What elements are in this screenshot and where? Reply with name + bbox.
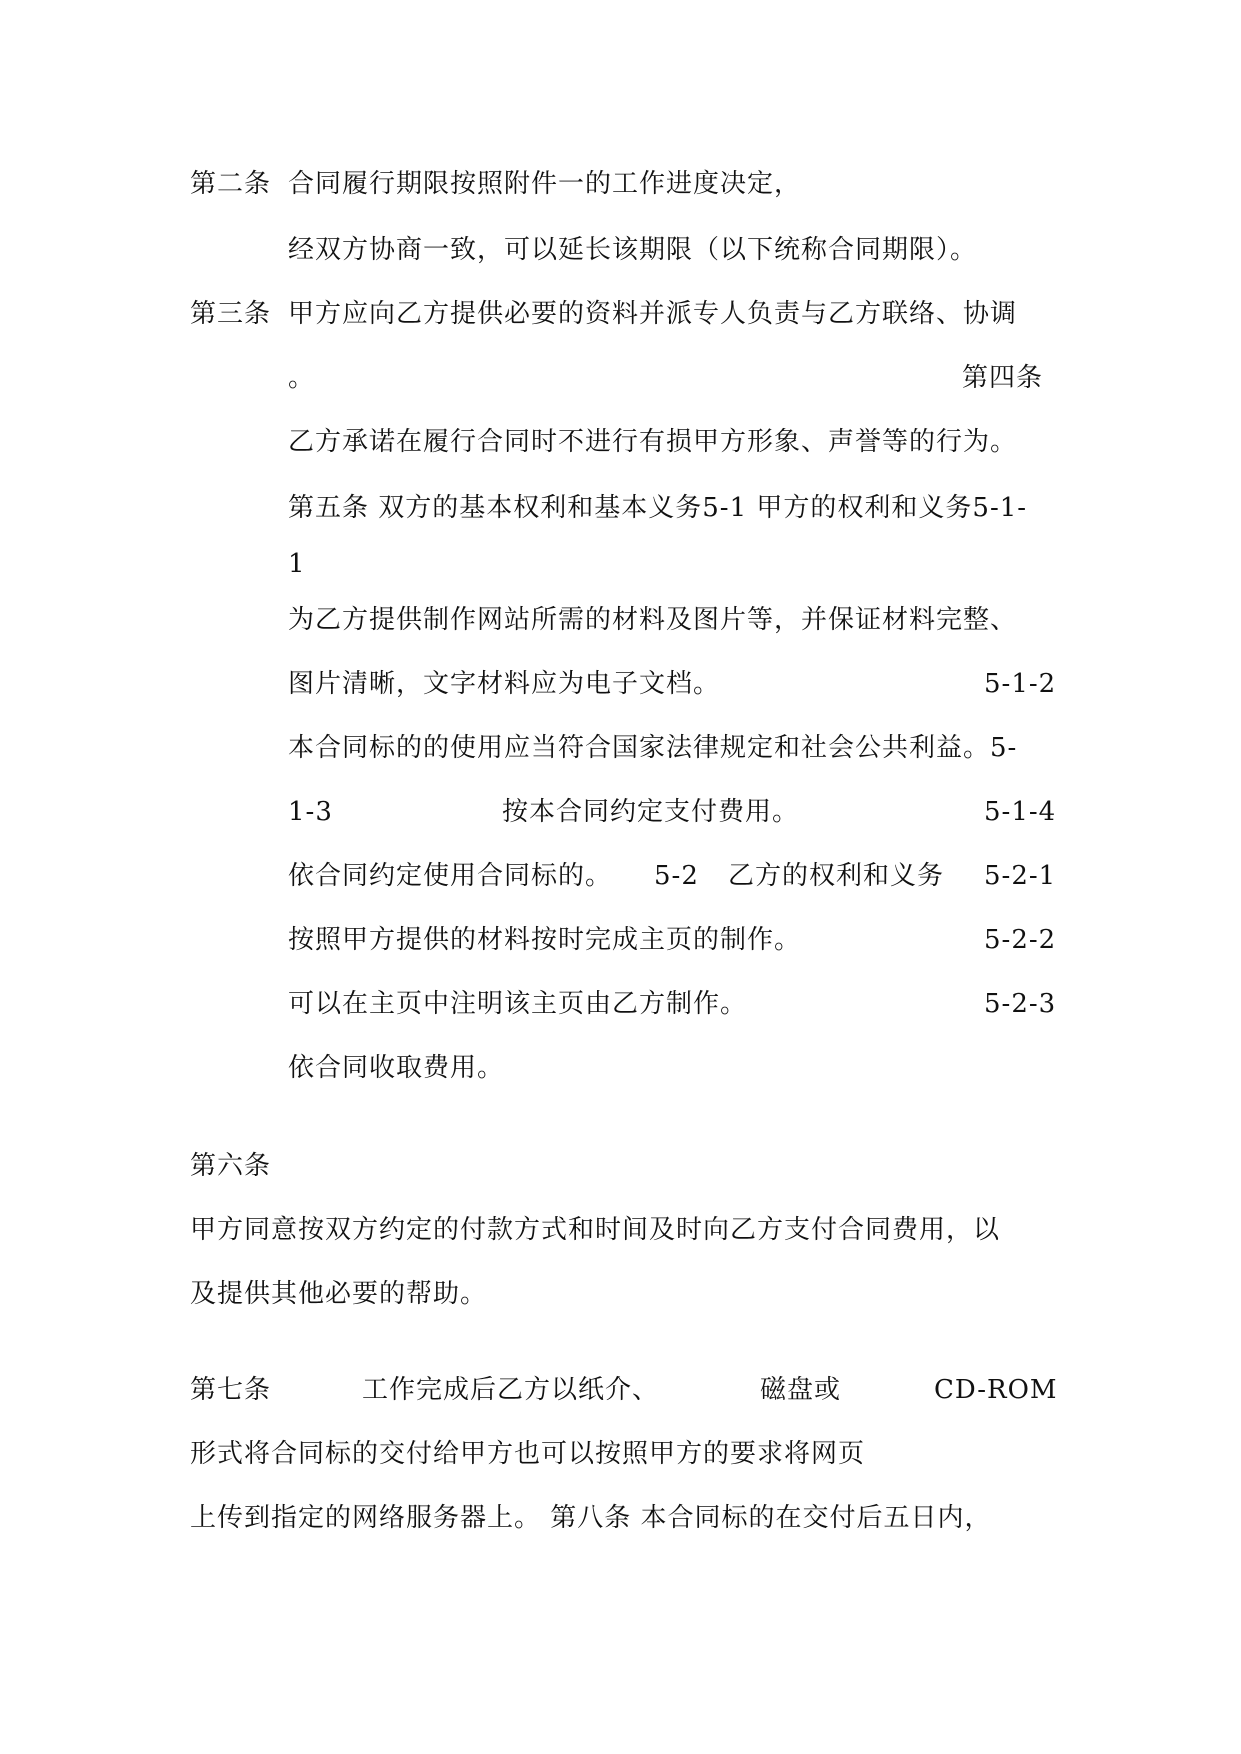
article-5-line-1: 第五条 双方的基本权利和基本义务5-1 甲方的权利和义务5-1- <box>288 493 1028 523</box>
article-7-heading: 第七条 <box>190 1375 272 1405</box>
article-4-text: 乙方承诺在履行合同时不进行有损甲方形象、声誉等的行为。 <box>288 427 1018 457</box>
article-3-text-1: 甲方应向乙方提供必要的资料并派专人负责与乙方联络、协调 <box>288 299 1018 329</box>
article-5-line-4: 图片清晰，文字材料应为电子文档。 <box>288 669 721 699</box>
article-5-line-8: 按照甲方提供的材料按时完成主页的制作。 <box>288 925 802 955</box>
article-7-segment-2: 磁盘或 <box>760 1375 842 1405</box>
article-5-line-9: 可以在主页中注明该主页由乙方制作。 <box>288 989 748 1019</box>
article-6-line-1: 甲方同意按双方约定的付款方式和时间及时向乙方支付合同费用，以 <box>190 1215 1001 1245</box>
clause-number-5-2-1: 5-2-1 <box>984 861 1057 891</box>
article-5-line-10: 依合同收取费用。 <box>288 1053 505 1083</box>
article-5-2-title: 乙方的权利和义务 <box>728 861 945 891</box>
article-7-line-3: 上传到指定的网络服务器上。 第八条 本合同标的在交付后五日内， <box>190 1503 992 1533</box>
clause-number-5-1-3: 1-3 <box>288 797 333 827</box>
clause-number-5-1-4: 5-1-4 <box>984 797 1057 827</box>
article-7-line-2: 形式将合同标的交付给甲方也可以按照甲方的要求将网页 <box>190 1439 866 1469</box>
article-3-text-2: 。 <box>288 363 316 393</box>
article-4-heading: 第四条 <box>962 363 1044 393</box>
clause-number-5-2-2: 5-2-2 <box>984 925 1057 955</box>
article-2-text-2: 经双方协商一致，可以延长该期限（以下统称合同期限）。 <box>288 235 978 265</box>
article-6-heading: 第六条 <box>190 1151 272 1181</box>
article-2-text-1: 合同履行期限按照附件一的工作进度决定， <box>288 169 802 199</box>
article-5-line-2: 1 <box>288 549 306 579</box>
clause-number-5-1-2: 5-1-2 <box>984 669 1057 699</box>
article-5-line-7: 依合同约定使用合同标的。 <box>288 861 613 891</box>
article-5-line-5: 本合同标的的使用应当符合国家法律规定和社会公共利益。5- <box>288 733 1018 763</box>
article-5-line-3: 为乙方提供制作网站所需的材料及图片等，并保证材料完整、 <box>288 605 1018 635</box>
clause-number-5-2: 5-2 <box>654 861 699 891</box>
article-7-segment-3: CD-ROM <box>934 1375 1058 1405</box>
article-7-segment-1: 工作完成后乙方以纸介、 <box>362 1375 660 1405</box>
article-3-heading: 第三条 <box>190 299 272 329</box>
article-6-line-2: 及提供其他必要的帮助。 <box>190 1279 488 1309</box>
article-5-line-6: 按本合同约定支付费用。 <box>502 797 800 827</box>
clause-number-5-2-3: 5-2-3 <box>984 989 1057 1019</box>
article-2-heading: 第二条 <box>190 169 272 199</box>
